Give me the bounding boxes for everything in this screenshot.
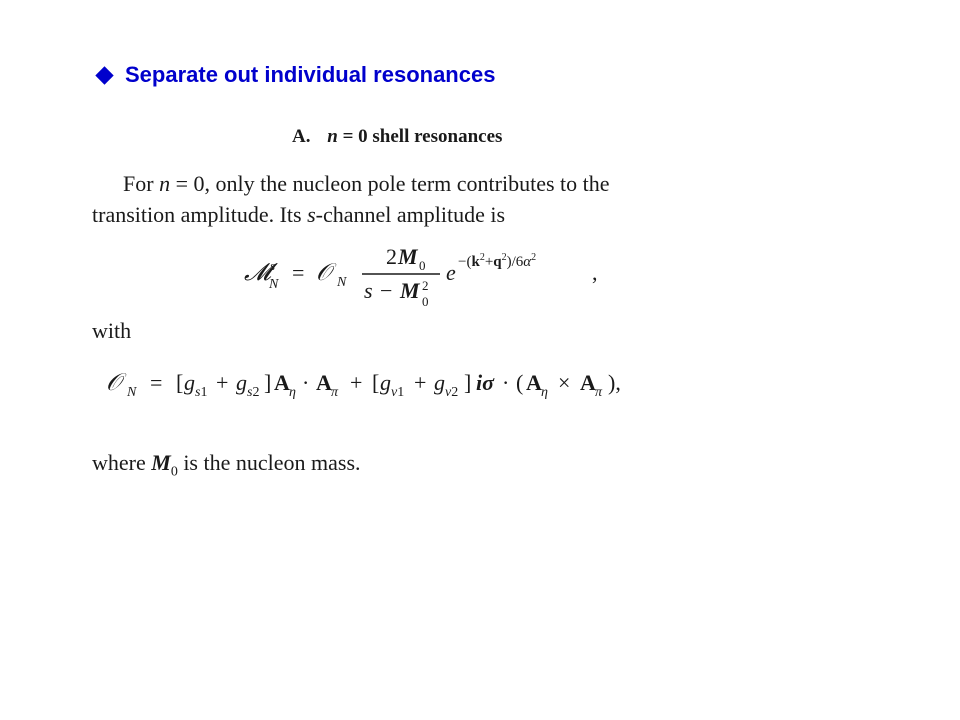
section-title: A. n = 0 shell resonances <box>292 126 503 147</box>
paragraph-intro <box>92 168 792 230</box>
svg-text:A: A <box>316 370 332 395</box>
svg-text:𝓜: 𝓜 <box>244 260 271 286</box>
svg-text:N: N <box>127 385 137 400</box>
svg-text:η: η <box>289 385 296 400</box>
svg-text:=: = <box>292 260 305 285</box>
svg-text:−(k2+q2)/6α2: $-(k^2+q^2)/6\alpha^2$ <box>458 252 537 270</box>
svg-text:g: g <box>236 370 247 395</box>
svg-text:·: · <box>502 370 510 395</box>
svg-text:=: = <box>150 370 163 395</box>
svg-text:0: 0 <box>419 258 426 273</box>
svg-text:]: ] <box>464 370 472 395</box>
section-label: A. <box>292 126 311 147</box>
svg-text:π: π <box>331 385 339 400</box>
svg-text:2: 2 <box>386 244 397 269</box>
svg-text:π: π <box>595 385 603 400</box>
svg-text:+: + <box>350 370 363 395</box>
svg-text:g: g <box>184 370 195 395</box>
svg-text:A: A <box>274 370 290 395</box>
svg-text:g: g <box>434 370 445 395</box>
svg-text:s1: s1 <box>195 385 208 400</box>
svg-text:N: N <box>337 275 347 290</box>
section-title-n: n <box>327 126 338 147</box>
svg-text:𝒪: 𝒪 <box>316 260 332 286</box>
svg-text:𝒪: 𝒪 <box>106 370 122 396</box>
paragraph-intro-line-1: For n = 0, only the nucleon pole term contributes to the <box>123 171 610 196</box>
svg-text:M: M <box>400 278 420 303</box>
equation-operator <box>104 362 744 402</box>
svg-text:s: s <box>270 258 276 273</box>
svg-text:s: s <box>364 278 373 303</box>
svg-text:v1: v1 <box>391 385 405 400</box>
svg-text:v2: v2 <box>445 385 459 400</box>
paragraph-mass: where $M_0$ is the nucleon mass. <box>92 450 361 480</box>
svg-text:A: A <box>580 370 596 395</box>
svg-text:,: , <box>592 260 598 285</box>
with-text: with <box>92 318 132 343</box>
slide-heading-text: Separate out individual resonances <box>125 62 496 87</box>
svg-text:·: · <box>302 370 310 395</box>
svg-text:−: − <box>380 278 393 303</box>
svg-text:[: [ <box>372 370 380 395</box>
svg-text:2: 2 <box>422 278 429 293</box>
svg-text:g: g <box>380 370 391 395</box>
equation-amplitude <box>240 234 640 314</box>
diamond-bullet-icon <box>95 66 113 84</box>
svg-text:(: ( <box>516 370 524 395</box>
svg-text:+: + <box>216 370 229 395</box>
svg-text:]: ] <box>264 370 272 395</box>
svg-text:+: + <box>414 370 427 395</box>
svg-text:[: [ <box>176 370 184 395</box>
svg-text:N: N <box>269 277 279 292</box>
section-title-text: shell resonances <box>372 126 503 147</box>
paragraph-intro-line-2: transition amplitude. Its s-channel amplitude is <box>92 202 506 227</box>
svg-text:×: × <box>558 370 571 395</box>
svg-text:),: ), <box>608 370 621 395</box>
slide-heading <box>96 62 495 88</box>
svg-text:e: e <box>446 260 456 285</box>
svg-text:iσ: iσ <box>476 370 494 395</box>
svg-text:η: η <box>541 385 548 400</box>
svg-text:M: M <box>398 244 418 269</box>
svg-text:0: 0 <box>422 294 429 309</box>
svg-text:A: A <box>526 370 542 395</box>
svg-text:s2: s2 <box>247 385 260 400</box>
